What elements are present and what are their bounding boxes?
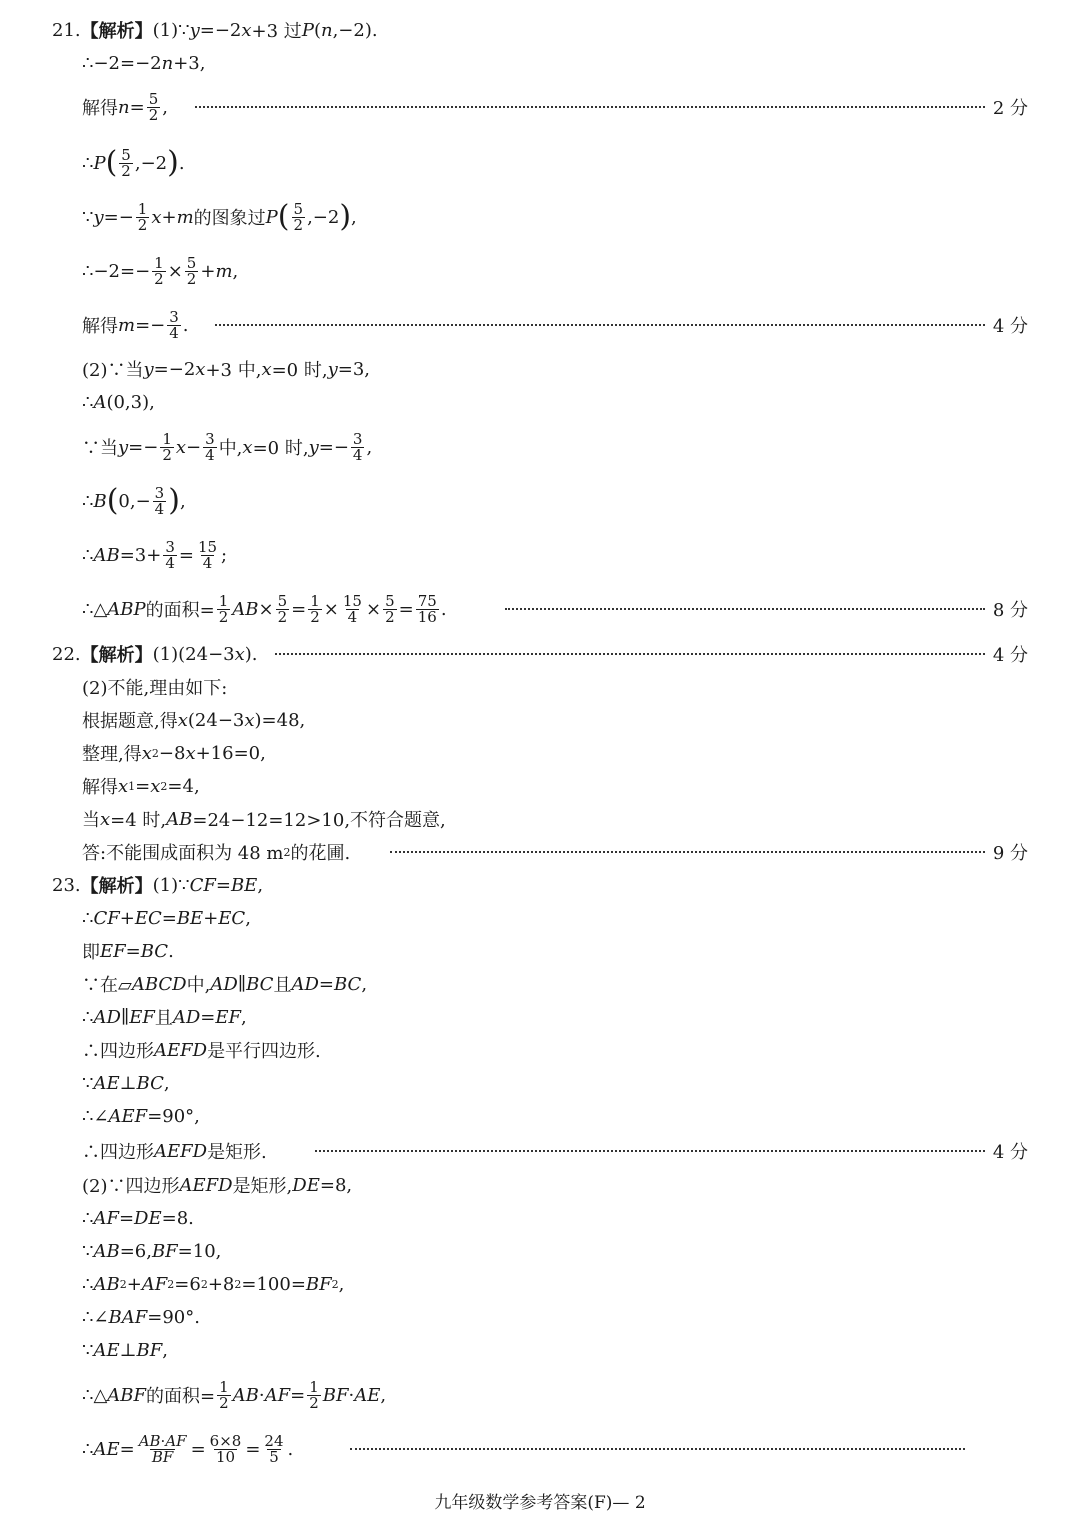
answer-line: ∴ P ( $\frac{5}{2}$ ,−2 ) . bbox=[82, 145, 185, 180]
answer-line: ∴ B ( 0,− $\frac{3}{4}$ ) , bbox=[82, 483, 186, 518]
answer-line: 整理,得 x 2 −8 x +16=0, bbox=[82, 742, 266, 765]
answer-line: ∴ CF + EC = BE + EC , bbox=[82, 907, 251, 929]
answer-line: 当 x =4 时, AB =24−12=12>10,不符合题意, bbox=[82, 808, 446, 831]
answer-line: (2)不能,理由如下: bbox=[82, 678, 228, 699]
answer-line: ∵ y =− $\frac{1}{2}$ x + m 的图象过 P ( $\frac{5}{2}$ ,−2 ) , bbox=[82, 199, 357, 234]
answer-line: ∴−2=− $\frac{1}{2}$ × $\frac{5}{2}$ + m , bbox=[82, 253, 239, 288]
answer-line: ∴△ ABP 的面积= $\frac{1}{2}$ AB × $\frac{5}{2}$ = $\frac{1}{2}$ × $\frac{15}{4}$ × $\frac{5}{2}$ = $\frac{75}{16}$ . 8 分 bbox=[82, 591, 1028, 626]
dotted-leader bbox=[350, 1448, 965, 1450]
score-mark: 8 分 bbox=[992, 600, 1028, 621]
answer-line: 解得 x 1 = x 2 =4, bbox=[82, 775, 200, 798]
answer-line: (2)∵四边形 AEFD 是矩形, DE =8, bbox=[82, 1174, 353, 1197]
answer-line: 解得 m =− $\frac{3}{4}$ . 4 分 bbox=[82, 307, 1028, 342]
score-mark: 4 分 bbox=[992, 316, 1028, 337]
answer-line: ∴△ ABF 的面积= $\frac{1}{2}$ AB · AF = $\frac{1}{2}$ BF · AE , bbox=[82, 1377, 387, 1412]
answer-line: ∴∠ AEF =90°, bbox=[82, 1105, 200, 1127]
answer-line: ∵ AB =6, BF =10, bbox=[82, 1240, 222, 1262]
answer-line: ∴ AD ∥ EF 且 AD = EF , bbox=[82, 1006, 247, 1029]
answer-line: ∴−2=−2 n +3, bbox=[82, 52, 206, 74]
dotted-leader bbox=[505, 608, 985, 610]
score-mark: 9 分 bbox=[992, 843, 1028, 864]
answer-line: 23. 【解析】 (1)∵ CF = BE , bbox=[52, 874, 264, 897]
answer-line: 21. 【解析】 (1)∵ y =−2 x +3 过 P ( n ,−2). bbox=[52, 19, 378, 42]
answer-line: ∴ AB =3+ $\frac{3}{4}$ = $\frac{15}{4}$ ; bbox=[82, 537, 228, 572]
dotted-leader bbox=[195, 106, 985, 108]
answer-line: ∴四边形 AEFD 是矩形. 4 分 bbox=[0, 1136, 1080, 1166]
dotted-leader bbox=[215, 324, 985, 326]
answer-line: ∴四边形 AEFD 是平行四边形. bbox=[82, 1039, 321, 1062]
answer-line: 答:不能围成面积为 48 m 2 的花圃. 9 分 bbox=[0, 837, 1080, 867]
answer-line: 解得 n = $\frac{5}{2}$ , 2 分 bbox=[82, 89, 1028, 124]
answer-line: ∴ A (0,3), bbox=[82, 391, 155, 413]
answer-line: ∵ AE ⊥ BC , bbox=[82, 1072, 170, 1094]
answer-line: ∴∠ BAF =90°. bbox=[82, 1306, 200, 1328]
answer-line: ∴ AB 2 + AF 2 =6 2 +8 2 =100= BF 2 , bbox=[82, 1273, 345, 1295]
answer-line: 22. 【解析】 (1)(24−3 x ). 4 分 bbox=[0, 639, 1080, 669]
dotted-leader bbox=[315, 1150, 985, 1152]
answer-line: 根据题意,得 x (24−3 x )=48, bbox=[82, 709, 306, 732]
answer-line: 即 EF = BC . bbox=[82, 940, 174, 963]
answer-line: (2)∵当 y =−2 x +3 中, x =0 时, y =3, bbox=[82, 358, 371, 381]
answer-line: ∴ AE = $\frac{AB\cdot AF}{BF}$ = $\frac{6\times 8}{10}$ = $\frac{24}{5}$ . bbox=[0, 1434, 1080, 1464]
score-mark: 2 分 bbox=[992, 98, 1028, 119]
page-footer: 九年级数学参考答案(F)— 2 bbox=[434, 1493, 646, 1513]
answer-line: ∴ AF = DE =8. bbox=[82, 1207, 194, 1229]
score-mark: 4 分 bbox=[992, 1142, 1028, 1163]
dotted-leader bbox=[275, 653, 985, 655]
answer-line: ∵当 y =− $\frac{1}{2}$ x − $\frac{3}{4}$ 中, x =0 时, y =− $\frac{3}{4}$ , bbox=[82, 429, 373, 464]
answer-line: ∵在▱ ABCD 中, AD ∥ BC 且 AD = BC , bbox=[82, 973, 368, 996]
answer-line: ∵ AE ⊥ BF , bbox=[82, 1339, 168, 1361]
dotted-leader bbox=[390, 851, 985, 853]
score-mark: 4 分 bbox=[992, 645, 1028, 666]
